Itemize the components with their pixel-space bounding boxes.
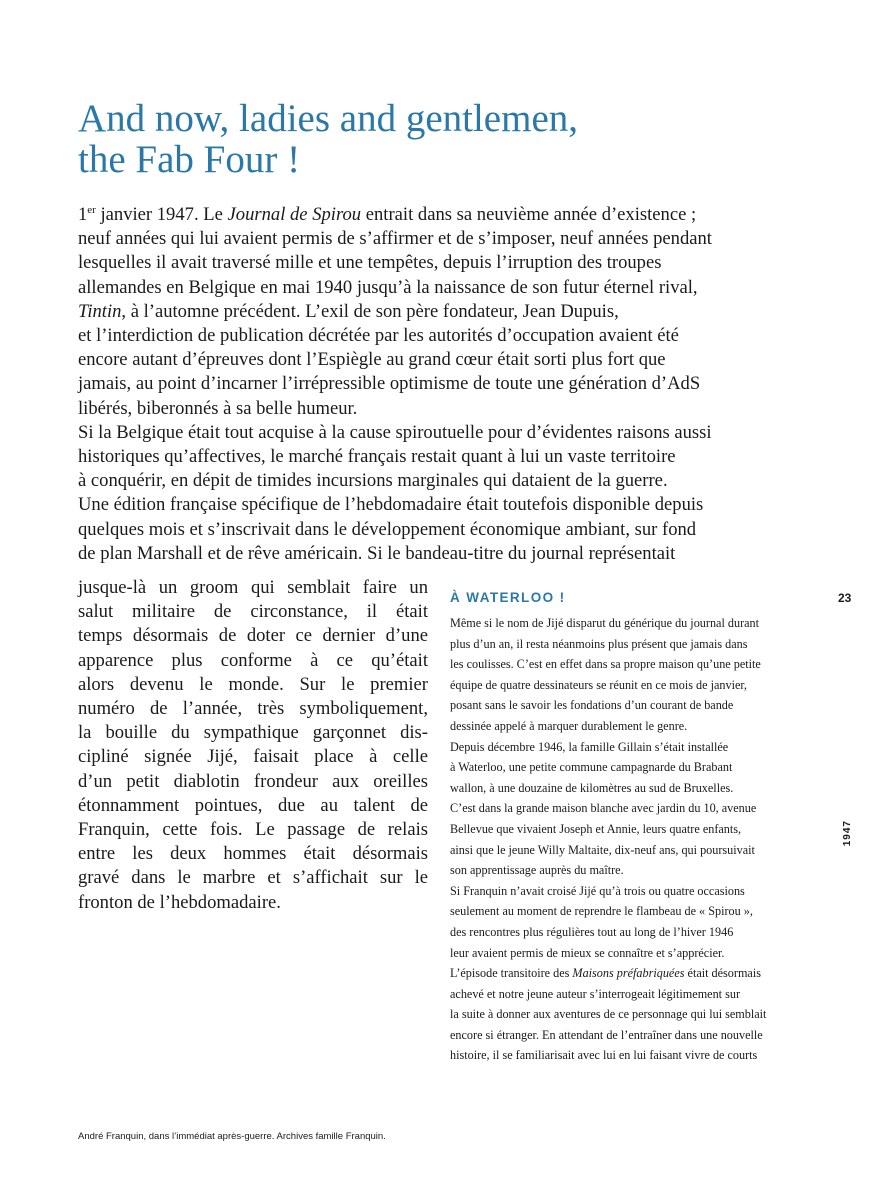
maisons-prefabriquees-italic: Maisons préfabriquées bbox=[572, 966, 685, 981]
intro-line-1-a: janvier 1947. Le bbox=[95, 204, 228, 225]
sidebar-body bbox=[450, 613, 810, 1066]
sidebar-heading: À WATERLOO ! bbox=[450, 590, 566, 605]
title-line-2: the Fab Four ! bbox=[78, 138, 301, 181]
left-column-line: fronton de l’hebdomadaire. bbox=[78, 891, 281, 913]
sidebar-line: la suite à donner aux aventures de ce personnage qui lui semblait bbox=[450, 1007, 767, 1022]
left-column-text bbox=[78, 576, 428, 915]
intro-text bbox=[78, 203, 798, 566]
intro-line-5 bbox=[78, 300, 798, 324]
intro-line: lesquelles il avait traversé mille et une tempêtes, depuis l’irruption des troupes bbox=[78, 252, 662, 274]
intro-line: et l’interdiction de publication décrétée par les autorités d’occupation avaient été bbox=[78, 325, 679, 347]
ordinal-number: 1 bbox=[78, 204, 88, 225]
journal-title-italic: Journal de Spirou bbox=[227, 204, 362, 225]
sidebar-line: à Waterloo, une petite commune campagnarde du Brabant bbox=[450, 760, 733, 775]
intro-line: Une édition française spécifique de l’hebdomadaire était toutefois disponible depuis bbox=[78, 494, 704, 516]
sidebar-line: encore si étranger. En attendant de l’entraîner dans une nouvelle bbox=[450, 1027, 763, 1042]
sidebar-line: des rencontres plus régulières tout au long de l’hiver 1946 bbox=[450, 924, 734, 939]
sidebar-line: achevé et notre jeune auteur s’interrogeait légitimement sur bbox=[450, 986, 741, 1001]
sidebar-line: dessinée appelé à marquer durablement le genre. bbox=[450, 718, 688, 733]
photo-caption: André Franquin, dans l’immédiat après-guerre. Archives famille Franquin. bbox=[78, 1131, 386, 1142]
left-column-line: alors devenu le monde. Sur le premier bbox=[78, 673, 428, 695]
sidebar-italic-after: était désormais bbox=[684, 966, 761, 981]
title-line-1: And now, ladies and gentlemen, bbox=[78, 97, 579, 140]
sidebar-line: son apprentissage auprès du maître. bbox=[450, 863, 624, 878]
sidebar-line: seulement au moment de reprendre le flambeau de « Spirou », bbox=[450, 904, 753, 919]
sidebar-line: Bellevue que vivaient Joseph et Annie, leurs quatre enfants, bbox=[450, 821, 742, 836]
intro-line-5-b: , à l’automne précédent. L’exil de son père fondateur, Jean Dupuis, bbox=[121, 300, 619, 322]
sidebar-line: histoire, il se familiarisait avec lui en lui faisant vivre de courts bbox=[450, 1048, 758, 1063]
left-column-line: entre les deux hommes était désormais bbox=[78, 843, 428, 865]
tintin-italic: Tintin bbox=[78, 300, 122, 322]
left-column-line: cipliné signée Jijé, faisait place à celle bbox=[78, 746, 428, 768]
intro-line: jamais, au point d’incarner l’irrépressible optimisme de toute une génération d’AdS bbox=[78, 373, 701, 395]
left-column-line: gravé dans le marbre et s’affichait sur le bbox=[78, 867, 428, 889]
sidebar-line: plus d’un an, il resta néanmoins plus présent que jamais dans bbox=[450, 636, 748, 651]
sidebar-line: wallon, à une douzaine de kilomètres au sud de Bruxelles. bbox=[450, 780, 734, 795]
sidebar-line: ainsi que le jeune Willy Maltaite, dix-neuf ans, qui poursuivait bbox=[450, 842, 755, 857]
sidebar-line: leur avaient permis de mieux se connaître et s’apprécier. bbox=[450, 945, 725, 960]
intro-line: allemandes en Belgique en mai 1940 jusqu’à la naissance de son futur éternel rival, bbox=[78, 276, 698, 298]
left-column-line: la bouille du sympathique garçonnet dis- bbox=[78, 722, 428, 744]
sidebar-line: C’est dans la grande maison blanche avec jardin du 10, avenue bbox=[450, 801, 757, 816]
intro-line: quelques mois et s’inscrivait dans le développement économique ambiant, sur fond bbox=[78, 518, 697, 540]
intro-line: encore autant d’épreuves dont l’Espiègle au grand cœur était sorti plus fort que bbox=[78, 349, 666, 371]
left-column-line: salut militaire de circonstance, il était bbox=[78, 601, 428, 623]
page-title bbox=[78, 98, 818, 180]
year-label: 1947 bbox=[842, 820, 853, 847]
sidebar-line: Depuis décembre 1946, la famille Gillain s’était installée bbox=[450, 739, 729, 754]
page-number: 23 bbox=[838, 591, 852, 605]
intro-line: à conquérir, en dépit de timides incursions marginales qui dataient de la guerre. bbox=[78, 470, 668, 492]
left-column-line: apparence plus conforme à ce qu’était bbox=[78, 649, 428, 671]
intro-line: Si la Belgique était tout acquise à la cause spiroutuelle pour d’évidentes raisons aussi bbox=[78, 421, 712, 443]
intro-line-1 bbox=[78, 203, 798, 227]
sidebar-box bbox=[450, 590, 810, 1066]
sidebar-line: Si Franquin n’avait croisé Jijé qu’à trois ou quatre occasions bbox=[450, 883, 745, 898]
left-column-line: d’un petit diablotin frondeur aux oreilles bbox=[78, 770, 428, 792]
left-column-line: étonnamment pointues, due au talent de bbox=[78, 794, 428, 816]
left-column-line: temps désormais de doter ce dernier d’une bbox=[78, 625, 428, 647]
intro-line-1-b: entrait dans sa neuvième année d’existence ; bbox=[361, 204, 697, 225]
sidebar-line: posant sans le savoir les fondations d’un courant de bande bbox=[450, 698, 734, 713]
left-column-line: Franquin, cette fois. Le passage de relais bbox=[78, 819, 428, 841]
sidebar-line-italic bbox=[450, 963, 810, 984]
intro-line: de plan Marshall et de rêve américain. Si le bandeau-titre du journal représentait bbox=[78, 542, 676, 564]
intro-line: historiques qu’affectives, le marché français restait quant à lui un vaste territoire bbox=[78, 446, 676, 468]
sidebar-line: les coulisses. C’est en effet dans sa propre maison qu’une petite bbox=[450, 657, 761, 672]
sidebar-italic-before: L’épisode transitoire des bbox=[450, 966, 573, 981]
sidebar-line: Même si le nom de Jijé disparut du générique du journal durant bbox=[450, 616, 760, 630]
sidebar-line: équipe de quatre dessinateurs se réunit en ce mois de janvier, bbox=[450, 677, 747, 692]
ordinal-suffix: er bbox=[87, 203, 96, 216]
intro-line: neuf années qui lui avaient permis de s’affirmer et de s’imposer, neuf années pendant bbox=[78, 228, 712, 250]
intro-line: libérés, biberonnés à sa belle humeur. bbox=[78, 397, 358, 419]
left-column-line: jusque-là un groom qui semblait faire un bbox=[78, 577, 428, 598]
left-column-line: numéro de l’année, très symboliquement, bbox=[78, 698, 428, 720]
